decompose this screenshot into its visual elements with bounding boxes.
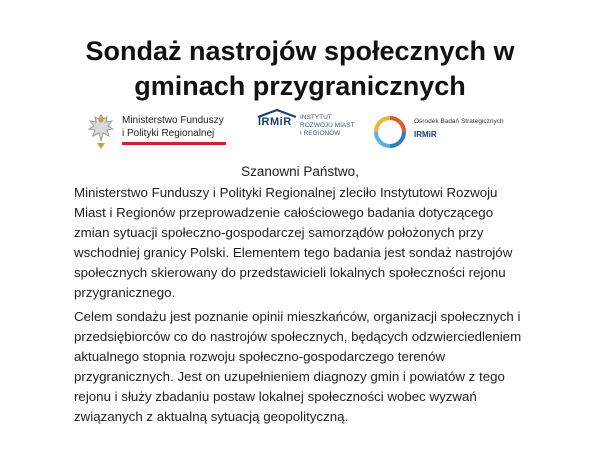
greeting: Szanowni Państwo, (241, 164, 359, 179)
ministry-accent-bar (122, 142, 226, 145)
page-title: Sondaż nastrojów społecznych w gminach przygranicznych (85, 36, 515, 101)
obs-logo (370, 108, 520, 156)
ring-logo-icon (372, 114, 408, 150)
irmir-mark: IRMiR (258, 116, 292, 128)
intro-paragraph: Ministerstwo Funduszy i Polityki Regionalnej zleciło Instytutowi Rozwoju Miast i Regionów przeprowadzenie całościowego badania dotyczącego zmian sytuacji społeczno-gospodarczej samorządów położonych przy wschodniej granicy Polski. Elementem tego badania jest sondaż nastrojów społecznych skierowany do przedstawicieli lokalnych społeczności rejonu przygranicznego. (74, 185, 513, 300)
obs-mark: IRMiR (414, 130, 437, 139)
irmir-subtitle: INSTYTUT ROZWOJU MIAST I REGIONÓW (300, 114, 355, 137)
obs-name: Ośrodek Badań Strategicznych (414, 118, 504, 125)
purpose-paragraph: Celem sondażu jest poznanie opinii mieszkańców, organizacji społecznych i przedsiębiorców co do nastrojów społecznych, będących odzwierciedleniem aktualnego stopnia rozwoju społeczno-gospodarczego terenów przygranicznych. Jest on uzupełnieniem diagnozy gmin i powiatów z tego rejonu i służy zbadaniu postaw lokalnej społeczności wobec wyzwań związanych z aktualną sytuacją geopolityczną. (74, 309, 522, 424)
ministry-name: Ministerstwo Funduszy i Polityki Regionalnej (122, 115, 224, 139)
irmir-logo (252, 108, 356, 156)
ministry-logo (84, 108, 234, 156)
partner-logos (0, 108, 600, 156)
polish-eagle-icon (86, 111, 116, 151)
